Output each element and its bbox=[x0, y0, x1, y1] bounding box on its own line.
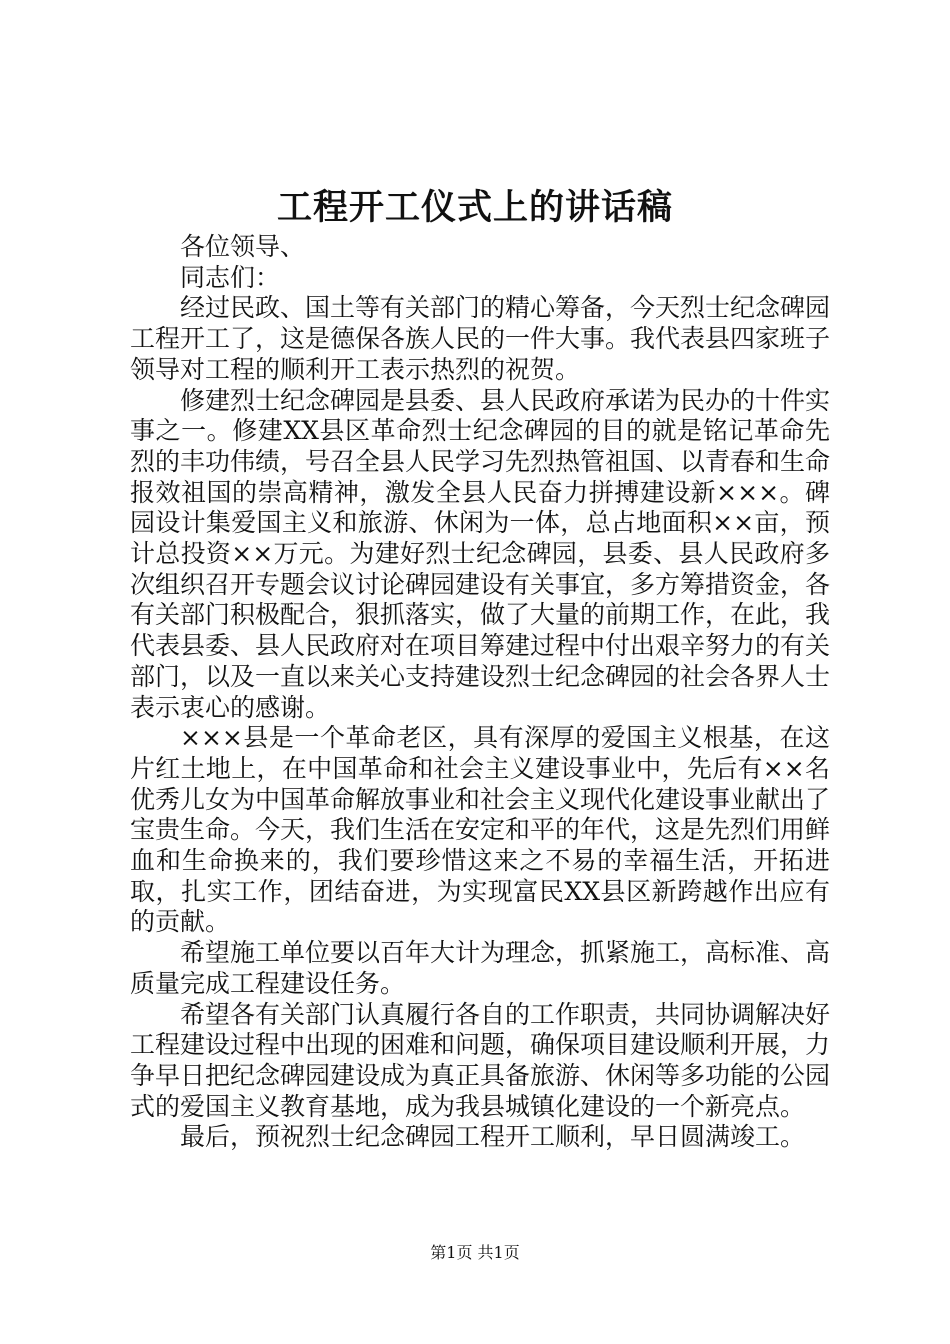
salutation-line: 同志们： bbox=[180, 262, 281, 292]
document-title: 工程开工仪式上的讲话稿 bbox=[276, 187, 673, 228]
body-paragraph: 修建烈士纪念碑园是县委、县人民政府承诺为民办的十件实事之一。修建XX县区革命烈士纪念碑园的目的就是铭记革命先烈的丰功伟绩，号召全县人民学习先烈热管祖国、以青春和生命报效祖国的崇高精神，激发全县人民奋力拼搏建设新×××。碑园设计集爱国主义和旅游、休闲为一体，总占地面积××亩，预计总投资××万元。为建好烈士纪念碑园，县委、县人民政府多次组织召开专题会议讨论碑园建设有关事宜，多方筹措资金，各有关部门积极配合，狠抓落实，做了大量的前期工作，在此，我代表县委、县人民政府对在项目筹建过程中付出艰辛努力的有关部门，以及一直以来关心支持建设烈士纪念碑园的社会各界人士表示衷心的感谢。 bbox=[130, 385, 831, 722]
salutation-line: 各位领导、 bbox=[180, 232, 306, 261]
body-paragraph: 经过民政、国土等有关部门的精心筹备，今天烈士纪念碑园工程开工了，这是德保各族人民的一件大事。我代表县四家班子领导对工程的顺利开工表示热烈的祝贺。 bbox=[130, 293, 831, 384]
body-paragraph: 希望施工单位要以百年大计为理念，抓紧施工，高标准、高质量完成工程建设任务。 bbox=[130, 938, 831, 998]
body-paragraph: 希望各有关部门认真履行各自的工作职责，共同协调解决好工程建设过程中出现的困难和问题，确保项目建设顺利开展，力争早日把纪念碑园建设成为真正具备旅游、休闲等多功能的公园式的爱国主义教育基地，成为我县城镇化建设的一个新亮点。 bbox=[130, 999, 831, 1121]
document-body bbox=[130, 232, 830, 1153]
page-number-footer: 第1页 共1页 bbox=[430, 1243, 520, 1262]
body-paragraph: 最后，预祝烈士纪念碑园工程开工顺利，早日圆满竣工。 bbox=[180, 1122, 806, 1152]
body-paragraph: ×××县是一个革命老区，具有深厚的爱国主义根基，在这片红土地上，在中国革命和社会主义建设事业中，先后有××名优秀儿女为中国革命解放事业和社会主义现代化建设事业献出了宝贵生命。今天，我们生活在安定和平的年代，这是先烈们用鲜血和生命换来的，我们要珍惜这来之不易的幸福生活，开拓进取，扎实工作，团结奋进，为实现富民XX县区新跨越作出应有的贡献。 bbox=[130, 723, 831, 937]
